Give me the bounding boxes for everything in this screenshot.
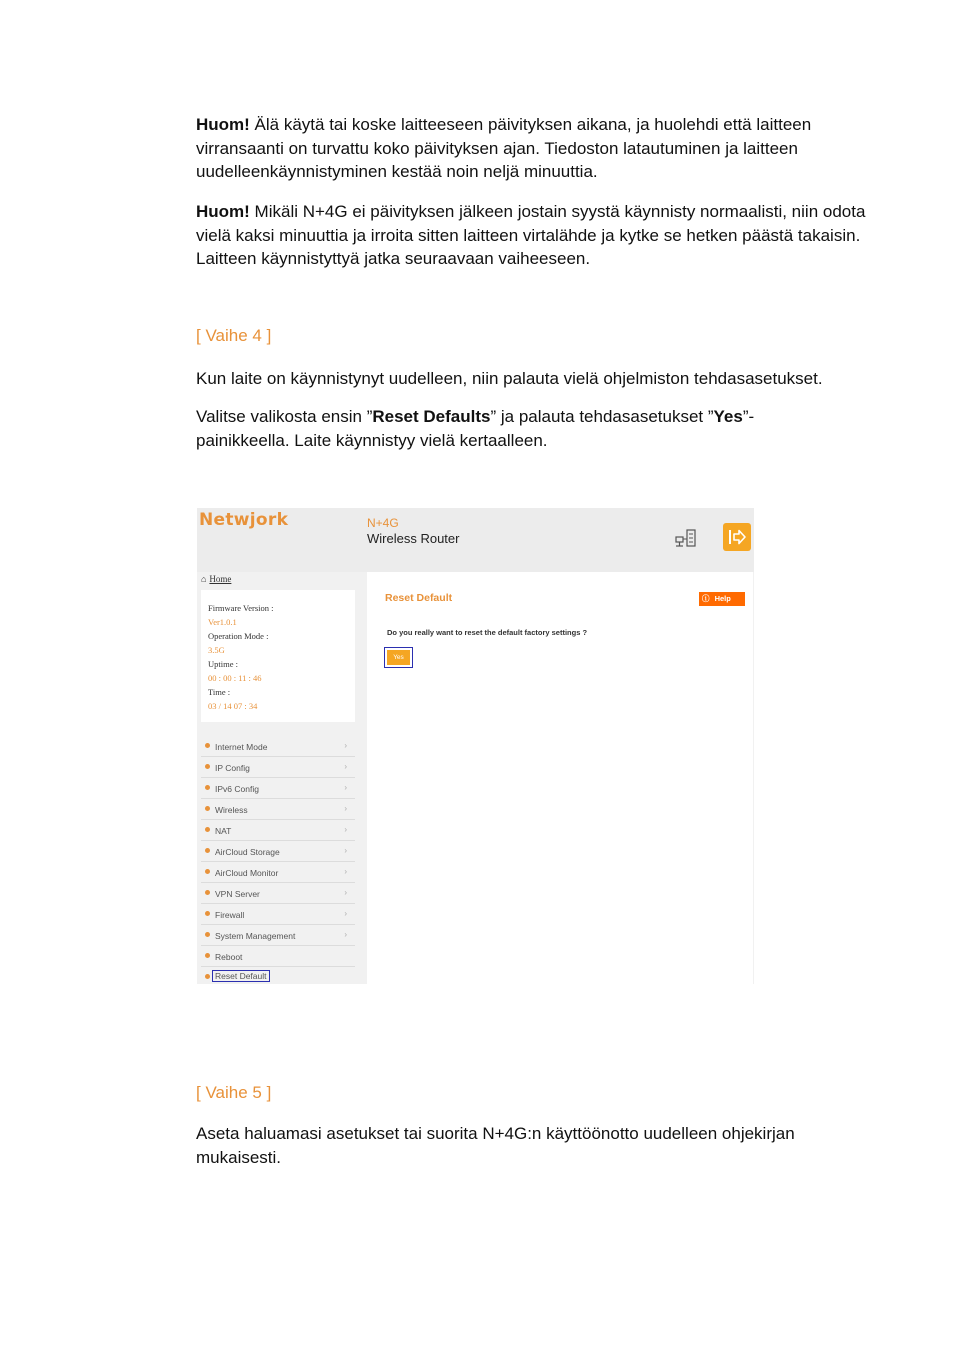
menu-item-reset-default[interactable]: Reset Default xyxy=(201,967,355,984)
chevron-right-icon: › xyxy=(344,762,347,771)
help-button[interactable]: ⓘ Help xyxy=(699,592,745,606)
router-logo: Netwjork xyxy=(199,510,289,530)
note-text: Älä käytä tai koske laitteeseen päivityksen aikana, ja huolehdi että laitteen virransaanti on turvattu koko päivityksen ajan. Tiedoston latautuminen ja laitteen uudelleenkäynnistyminen kestää noin neljä minuuttia. xyxy=(196,115,812,181)
note-label: Huom! xyxy=(196,202,250,221)
panel-title: Reset Default xyxy=(385,592,453,604)
chevron-right-icon: › xyxy=(344,825,347,834)
yes-highlight xyxy=(384,647,413,668)
firmware-value: Ver1.0.1 xyxy=(208,617,237,627)
uptime-value: 00 : 00 : 11 : 46 xyxy=(208,673,262,683)
uptime-label: Uptime : xyxy=(208,659,238,669)
note-text: Mikäli N+4G ei päivityksen jälkeen jostain syystä käynnisty normaalisti, niin odota vielä kaksi minuuttia ja irroita sitten laitteen virtalähde ja kytke se hetken päästä takaisin. Laitteen käynnistyttyä jatka seuraavaan vaiheeseen. xyxy=(196,202,866,268)
menu-item-internet-mode[interactable]: Internet Mode › xyxy=(201,736,355,757)
menu-item-aircloud-monitor[interactable]: AirCloud Monitor › xyxy=(201,862,355,883)
home-link[interactable]: ⌂ Home xyxy=(201,574,232,584)
step-4-heading: [ Vaihe 4 ] xyxy=(196,326,272,345)
router-header xyxy=(197,508,754,572)
router-product-name: Wireless Router xyxy=(367,531,460,546)
router-screenshot xyxy=(197,508,754,984)
menu-item-ip-config[interactable]: IP Config › xyxy=(201,757,355,778)
reset-defaults-term: Reset Defaults xyxy=(372,407,491,426)
operation-mode-label: Operation Mode : xyxy=(208,631,269,641)
step-4-line-1: Kun laite on käynnistynyt uudelleen, niin palauta vielä ohjelmiston tehdasasetukset. xyxy=(196,369,823,388)
home-icon: ⌂ xyxy=(201,574,207,584)
chevron-right-icon: › xyxy=(344,741,347,750)
note-paragraph-1 xyxy=(196,113,866,184)
chevron-right-icon: › xyxy=(344,804,347,813)
time-label: Time : xyxy=(208,687,231,697)
note-paragraph-2 xyxy=(196,200,876,271)
time-value: 03 / 14 07 : 34 xyxy=(208,701,258,711)
menu-item-wireless[interactable]: Wireless › xyxy=(201,799,355,820)
chevron-right-icon: › xyxy=(344,783,347,792)
info-icon: ⓘ xyxy=(702,594,710,603)
firmware-label: Firmware Version : xyxy=(208,603,274,613)
menu-item-nat[interactable]: NAT › xyxy=(201,820,355,841)
network-status-icon[interactable] xyxy=(673,526,699,550)
step-4-line-2: Valitse valikosta ensin ”Reset Defaults” ja palauta tehdasasetukset ”Yes”-painikkeella. Laite käynnistyy vielä kertaalleen. xyxy=(196,407,755,450)
menu-item-vpn-server[interactable]: VPN Server › xyxy=(201,883,355,904)
device-status-panel xyxy=(201,590,355,722)
reset-question: Do you really want to reset the default factory settings ? xyxy=(387,628,588,637)
reset-default-panel xyxy=(367,572,753,984)
chevron-right-icon: › xyxy=(344,930,347,939)
chevron-right-icon: › xyxy=(344,888,347,897)
menu-item-ipv6-config[interactable]: IPv6 Config › xyxy=(201,778,355,799)
step-5-heading: [ Vaihe 5 ] xyxy=(196,1083,272,1102)
operation-mode-value: 3.5G xyxy=(208,645,225,655)
menu-item-aircloud-storage[interactable]: AirCloud Storage › xyxy=(201,841,355,862)
router-model: N+4G xyxy=(367,516,399,530)
menu-item-system-management[interactable]: System Management › xyxy=(201,925,355,946)
menu-item-firewall[interactable]: Firewall › xyxy=(201,904,355,925)
yes-button[interactable]: Yes xyxy=(387,650,410,665)
logout-button[interactable] xyxy=(723,523,751,551)
note-label: Huom! xyxy=(196,115,250,134)
chevron-right-icon: › xyxy=(344,909,347,918)
chevron-right-icon: › xyxy=(344,867,347,876)
menu-item-reboot[interactable]: Reboot xyxy=(201,946,355,967)
yes-term: Yes xyxy=(713,407,743,426)
step-5-text: Aseta haluamasi asetukset tai suorita N+4G:n käyttöönotto uudelleen ohjekirjan mukaisesti. xyxy=(196,1124,795,1167)
chevron-right-icon: › xyxy=(344,846,347,855)
logout-icon xyxy=(727,527,747,547)
